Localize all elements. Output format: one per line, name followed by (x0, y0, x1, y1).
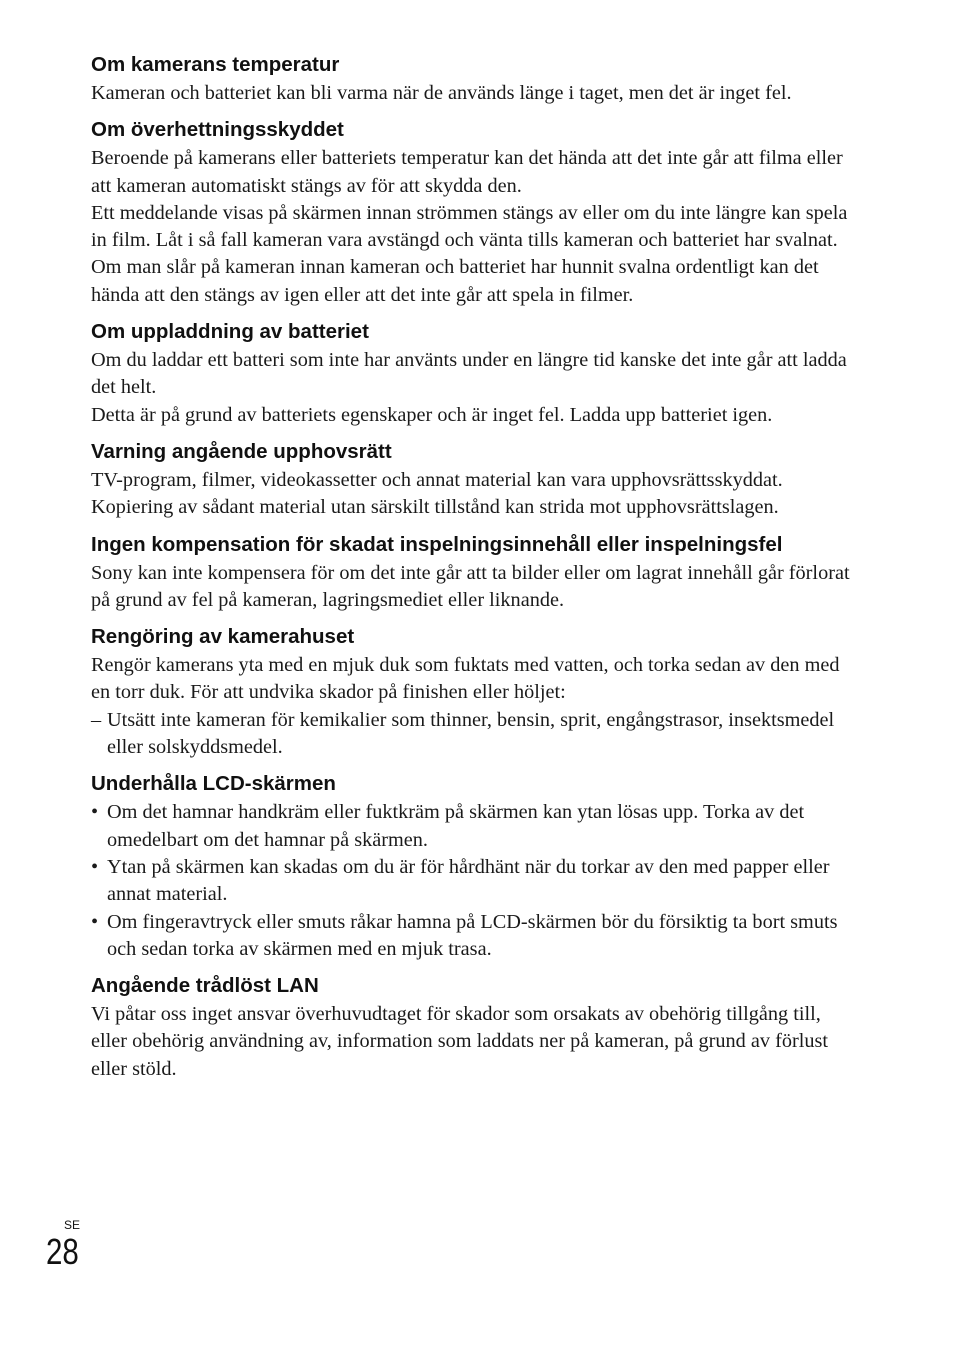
page-number: 28 (46, 1231, 79, 1272)
section-battery-charging (91, 317, 851, 429)
list-item (91, 799, 851, 854)
section-lcd-maintenance (91, 769, 851, 963)
page-footer (46, 1218, 86, 1272)
list-item (91, 854, 851, 909)
section-heading: Om uppladdning av batteriet (91, 320, 369, 344)
paragraph: Kameran och batteriet kan bli varma när de används länge i taget, men det är inget fel. (91, 82, 792, 104)
section-heading: Ingen kompensation för skadat inspelningsinnehåll eller inspelningsfel (91, 532, 783, 556)
paragraph: Sony kan inte kompensera för om det inte går att ta bilder eller om lagrat innehåll går förlorat på grund av fel på kameran, lagringsmediet eller liknande. (91, 561, 850, 611)
section-heading: Rengöring av kamerahuset (91, 625, 355, 649)
section-cleaning-camera-body (91, 622, 851, 761)
paragraph: Beroende på kamerans eller batteriets temperatur kan det hända att det inte går att filma eller att kameran automatiskt stängs av för att skydda den. (91, 147, 843, 197)
list-item-text: Ytan på skärmen kan skadas om du är för hårdhänt när du torkar av den med papper eller annat material. (107, 855, 830, 906)
list-item-text: Utsätt inte kameran för kemikalier som thinner, bensin, sprit, engångstrasor, insektsmedel eller solskyddsmedel. (107, 708, 835, 759)
section-no-compensation (91, 530, 851, 615)
section-heading: Varning angående upphovsrätt (91, 439, 392, 463)
list-item-text: Om det hamnar handkräm eller fuktkräm på skärmen kan ytan lösas upp. Torka av det omedelbart om det hamnar på skärmen. (107, 801, 805, 851)
bullet-list (91, 799, 851, 963)
paragraph: Rengör kamerans yta med en mjuk duk som fuktats med vatten, och torka sedan av den med en torr duk. För att undvika skador på finishen eller höljet: (91, 654, 840, 704)
list-item-text: Om fingeravtryck eller smuts råkar hamna på LCD-skärmen bör du försiktig ta bort smuts och sedan torka av skärmen med en mjuk trasa. (107, 910, 838, 960)
bullet-marker: • (91, 910, 99, 933)
list-item (91, 909, 851, 964)
document-page (91, 50, 851, 1091)
section-heading: Underhålla LCD-skärmen (91, 772, 336, 796)
bullet-marker: • (91, 801, 99, 824)
section-heading: Om kamerans temperatur (91, 53, 340, 76)
dash-list (91, 707, 851, 762)
section-camera-temperature (91, 50, 851, 107)
section-heading: Om överhettningsskyddet (91, 118, 344, 142)
paragraph: Om du laddar ett batteri som inte har använts under en längre tid kanske det inte går att ladda det helt. (91, 349, 847, 399)
dash-marker: – (91, 708, 102, 731)
paragraph: TV-program, filmer, videokassetter och annat material kan vara upphovsrättsskyddat. Kopiering av sådant material utan särskilt tillstånd kan strida mot upphovsrättslagen. (91, 468, 783, 519)
paragraph: Ett meddelande visas på skärmen innan strömmen stängs av eller om du inte längre kan spela in film. Låt i så fall kameran vara avstängd och vänta tills kameran och batteriet har svalnat. Om man slår på kameran innan kameran och batteriet har hunnit svalna ordentligt kan det hända att den stängs av igen eller att det inte går att spela in filmer. (91, 201, 848, 306)
section-overheating-protection (91, 115, 851, 309)
section-copyright-warning (91, 437, 851, 522)
section-heading: Angående trådlöst LAN (91, 974, 319, 998)
paragraph: Detta är på grund av batteriets egenskaper och är inget fel. Ladda upp batteriet igen. (91, 403, 773, 426)
paragraph: Vi påtar oss inget ansvar överhuvudtaget för skador som orsakats av obehörig tillgång till, eller obehörig användning av, information som laddats ner på kameran, på grund av förlust eller stöld. (91, 1003, 829, 1080)
bullet-marker: • (91, 855, 99, 878)
language-code: SE (64, 1218, 81, 1232)
list-item (91, 707, 851, 762)
section-wireless-lan (91, 971, 851, 1083)
